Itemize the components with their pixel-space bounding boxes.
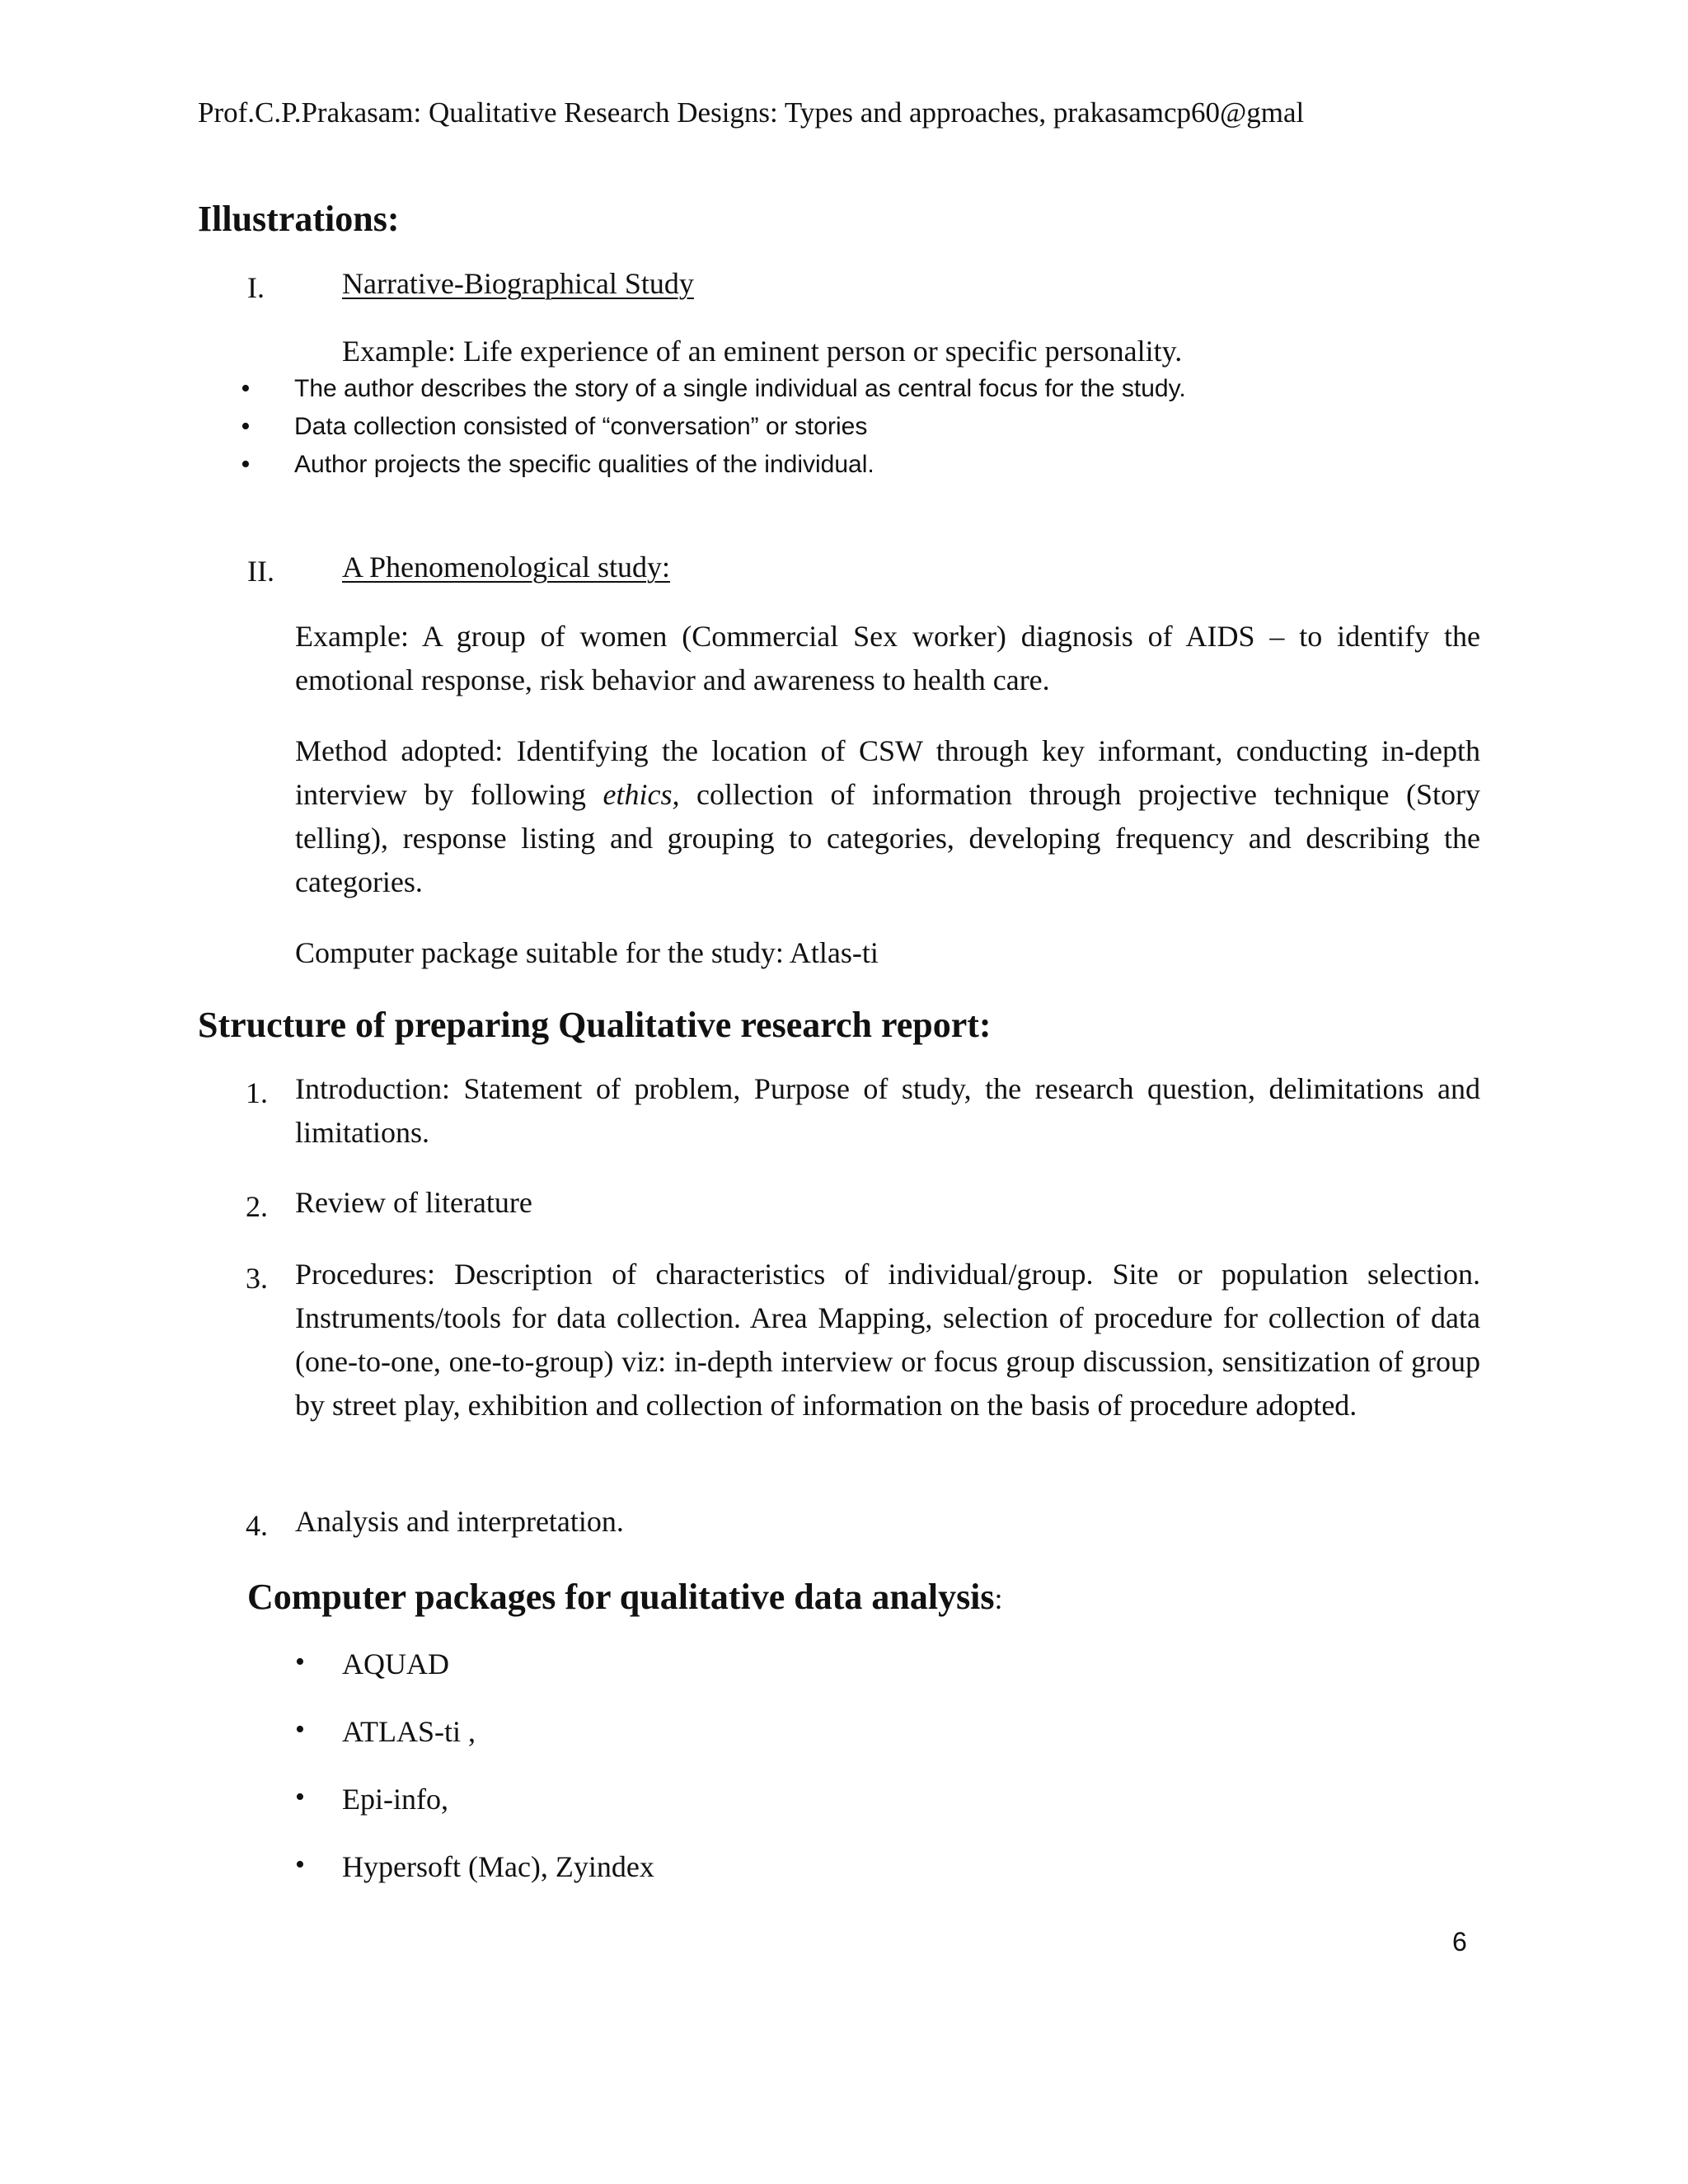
section1-bullet-2: Data collection consisted of “conversation” or stories	[294, 413, 868, 440]
package-item-4: Hypersoft (Mac), Zyindex	[342, 1850, 654, 1883]
bullet-dot: •	[295, 1647, 305, 1677]
packages-heading	[247, 1576, 1003, 1618]
bullet-dot: •	[241, 411, 251, 442]
list-number: 4.	[246, 1509, 268, 1542]
structure-item-2: Review of literature	[295, 1186, 532, 1219]
method-text-start: Method adopted: Identifying the location of CSW through key informant, conducting in-depth interview by following	[295, 734, 1480, 811]
section1-bullet-1: The author describes the story of a single individual as central focus for the study.	[294, 375, 1186, 402]
page-number: 6	[1452, 1927, 1467, 1957]
list-number: 1.	[246, 1076, 268, 1109]
structure-item-3: Procedures: Description of characteristics of individual/group. Site or population selection. Instruments/tools for data collection. Area Mapping, selection of procedure for collection of data (one-to-one, one-to-group) viz: in-depth interview or focus group discussion, sensitization of group by street play, exhibition and collection of information on the basis of procedure adopted.	[295, 1258, 1480, 1422]
list-number: 3.	[246, 1262, 268, 1295]
section2-method	[295, 729, 1480, 904]
section1-example: Example: Life experience of an eminent person or specific personality.	[342, 335, 1183, 368]
page-header: Prof.C.P.Prakasam: Qualitative Research Designs: Types and approaches, prakasamcp60@gmal	[198, 96, 1305, 129]
packages-heading-colon: :	[994, 1582, 1003, 1615]
bullet-dot: •	[295, 1714, 305, 1745]
list-number: 2.	[246, 1190, 268, 1223]
section-numeral-1: I.	[247, 271, 265, 304]
section-title-narrative: Narrative-Biographical Study	[342, 267, 694, 300]
method-text-italic: ethics,	[603, 778, 680, 811]
illustrations-heading: Illustrations:	[198, 199, 400, 239]
bullet-dot: •	[295, 1782, 305, 1812]
bullet-dot: •	[295, 1849, 305, 1880]
section2-example: Example: A group of women (Commercial Sex worker) diagnosis of AIDS – to identify the emotional response, risk behavior and awareness to health care.	[295, 620, 1480, 696]
packages-heading-text: Computer packages for qualitative data analysis	[247, 1577, 995, 1617]
structure-item-1: Introduction: Statement of problem, Purpose of study, the research question, delimitations and limitations.	[295, 1072, 1480, 1149]
section1-bullet-3: Author projects the specific qualities of the individual.	[294, 451, 874, 478]
structure-heading: Structure of preparing Qualitative research report:	[198, 1005, 992, 1045]
method-text-end: collection of information through projective technique (Story telling), response listing and grouping to categories, developing frequency and describing the categories.	[295, 778, 1480, 898]
section-title-phenomenological: A Phenomenological study:	[342, 551, 670, 583]
section-numeral-2: II.	[247, 555, 274, 588]
section2-package: Computer package suitable for the study: Atlas-ti	[295, 936, 879, 969]
bullet-dot: •	[241, 449, 251, 480]
package-item-3: Epi-info,	[342, 1783, 448, 1816]
structure-item-4: Analysis and interpretation.	[295, 1505, 624, 1538]
bullet-dot: •	[241, 373, 251, 404]
package-item-1: AQUAD	[342, 1647, 449, 1680]
package-item-2: ATLAS-ti ,	[342, 1715, 476, 1748]
